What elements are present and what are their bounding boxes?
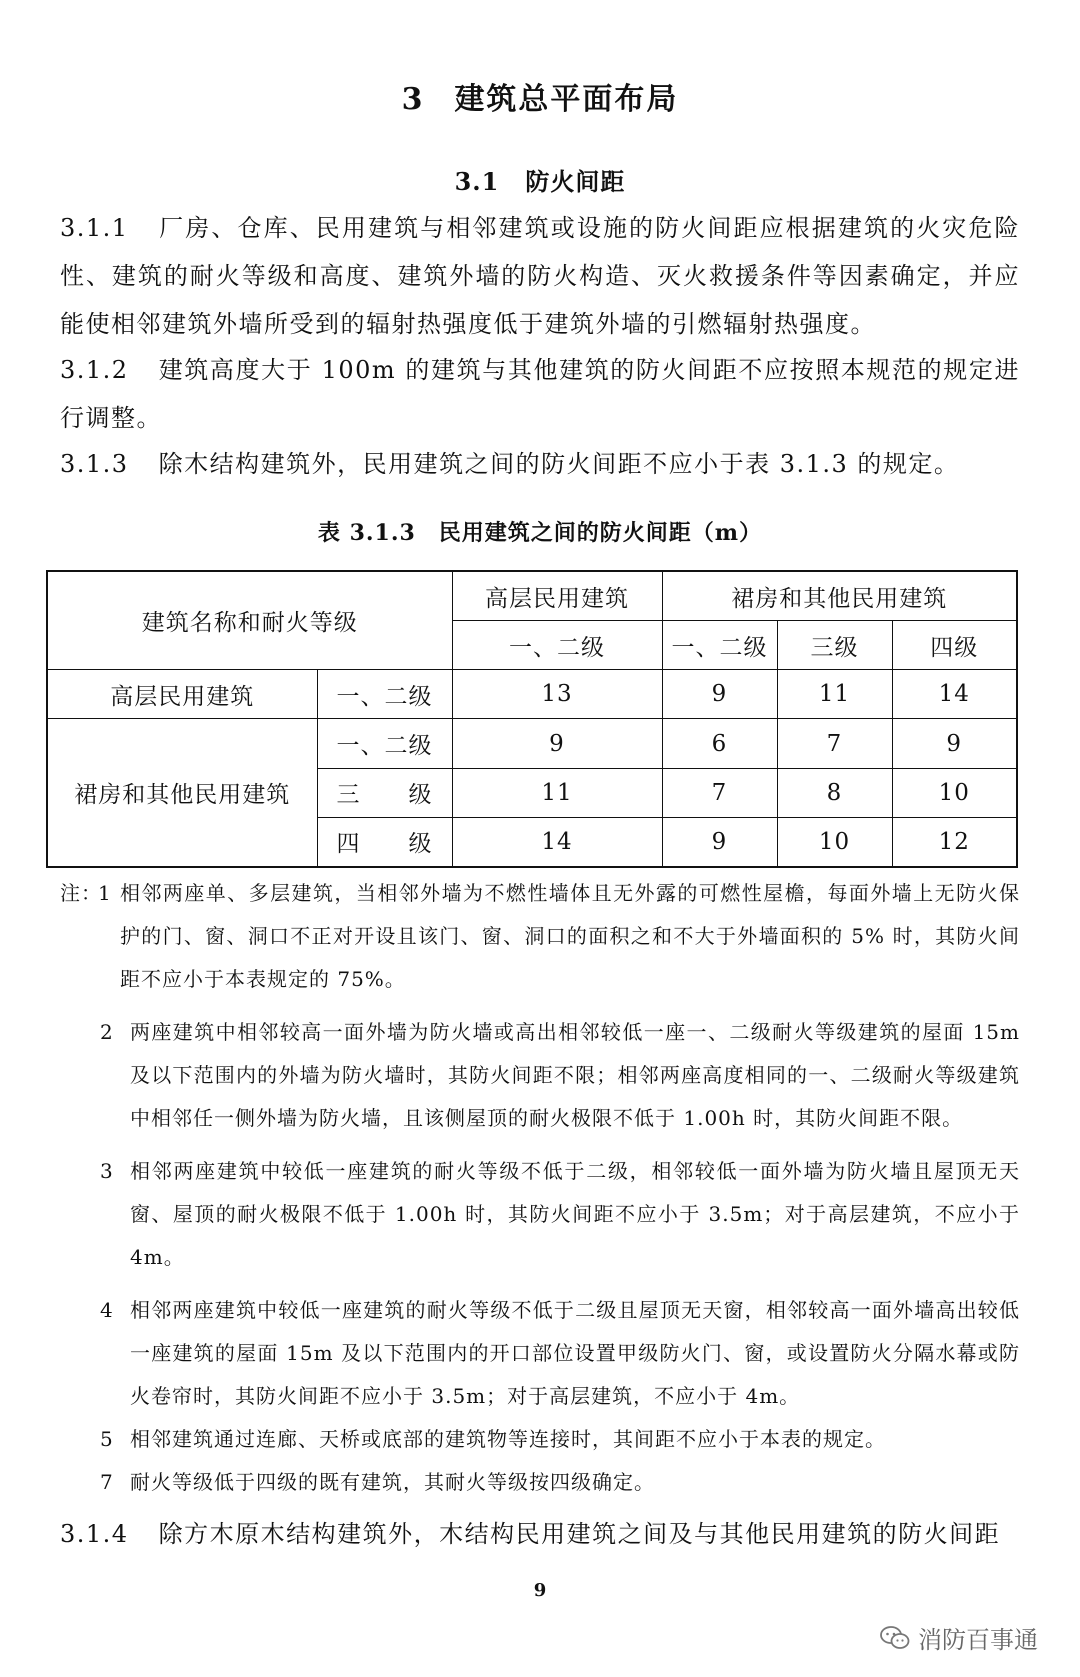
note-number: 1 <box>98 881 112 905</box>
notes-label: 注： <box>60 881 102 905</box>
clause-text: 除方木原木结构建筑外，木结构民用建筑之间及与其他民用建筑的防火间距 <box>158 1520 1001 1548</box>
table-cell: 9 <box>452 719 662 768</box>
table-cell: 9 <box>892 719 1017 768</box>
note-item <box>60 1461 1020 1504</box>
table-cell: 7 <box>777 719 892 768</box>
clause-3-1-3 <box>60 440 1020 488</box>
table-cell: 11 <box>777 670 892 719</box>
note-number: 3 <box>100 1159 114 1183</box>
page-number: 9 <box>533 1580 547 1601</box>
note-number: 7 <box>100 1470 114 1494</box>
row-grade: 三 级 <box>317 768 452 817</box>
header-corner: 建筑名称和耐火等级 <box>47 571 452 670</box>
note-item <box>60 1011 1020 1140</box>
header-highrise-grade-1-2: 一、二级 <box>452 621 662 670</box>
table-cell: 9 <box>662 670 777 719</box>
table-cell: 13 <box>452 670 662 719</box>
note-item <box>60 872 1020 1001</box>
clause-text: 除木结构建筑外，民用建筑之间的防火间距不应小于表 3.1.3 的规定。 <box>158 450 960 478</box>
header-podium-grade-3: 三级 <box>777 621 892 670</box>
row-group-podium: 裙房和其他民用建筑 <box>47 719 317 867</box>
table-cell: 8 <box>777 768 892 817</box>
clause-number: 3.1.4 <box>60 1520 129 1548</box>
note-number: 5 <box>100 1427 114 1451</box>
clause-number: 3.1.1 <box>60 214 129 242</box>
header-podium-grade-1-2: 一、二级 <box>662 621 777 670</box>
table-row <box>47 719 1017 768</box>
note-text: 耐火等级低于四级的既有建筑，其耐火等级按四级确定。 <box>130 1470 655 1494</box>
clause-3-1-4 <box>60 1510 1020 1558</box>
note-number: 2 <box>100 1020 114 1044</box>
note-text: 相邻两座单、多层建筑，当相邻外墙为不燃性墙体且无外露的可燃性屋檐，每面外墙上无防火保护的门、窗、洞口不正对开设且该门、窗、洞口的面积之和不大于外墙面积的 5% 时，其防火间距不应小于本表规定的 75%。 <box>120 881 1020 991</box>
table-cell: 14 <box>892 670 1017 719</box>
table-cell: 11 <box>452 768 662 817</box>
clause-number: 3.1.3 <box>60 450 129 478</box>
note-item <box>60 1150 1020 1279</box>
section-number: 3.1 <box>454 167 500 196</box>
table-row <box>47 670 1017 719</box>
row-grade: 一、二级 <box>317 719 452 768</box>
table-cell: 12 <box>892 817 1017 867</box>
clause-text: 建筑高度大于 100m 的建筑与其他建筑的防火间距不应按照本规范的规定进行调整。 <box>60 356 1020 432</box>
note-text: 相邻两座建筑中较低一座建筑的耐火等级不低于二级且屋顶无天窗，相邻较高一面外墙高出较低一座建筑的屋面 15m 及以下范围内的开口部位设置甲级防火门、窗，或设置防火分隔水幕或防火卷帘时，其防火间距不应小于 3.5m；对于高层建筑，不应小于 4m。 <box>130 1298 1020 1408</box>
chapter-title <box>0 74 1080 118</box>
fire-distance-table <box>46 570 1018 868</box>
table-caption: 表 3.1.3 民用建筑之间的防火间距（m） <box>317 520 763 546</box>
table-cell: 10 <box>892 768 1017 817</box>
clause-3-1-1 <box>60 204 1020 348</box>
table-cell: 14 <box>452 817 662 867</box>
watermark <box>880 1620 1038 1655</box>
row-grade: 一、二级 <box>317 670 452 719</box>
chapter-number: 3 <box>401 82 425 117</box>
row-grade: 四 级 <box>317 817 452 867</box>
table-cell: 9 <box>662 817 777 867</box>
watermark-text: 消防百事通 <box>918 1626 1038 1654</box>
note-item <box>60 1289 1020 1418</box>
header-group-highrise: 高层民用建筑 <box>452 571 662 621</box>
clause-number: 3.1.2 <box>60 356 129 384</box>
note-text: 相邻建筑通过连廊、天桥或底部的建筑物等连接时，其间距不应小于本表的规定。 <box>130 1427 886 1451</box>
table-cell: 10 <box>777 817 892 867</box>
clause-3-1-2 <box>60 346 1020 442</box>
clause-text: 厂房、仓库、民用建筑与相邻建筑或设施的防火间距应根据建筑的火灾危险性、建筑的耐火等级和高度、建筑外墙的防火构造、灭火救援条件等因素确定，并应能使相邻建筑外墙所受到的辐射热强度低于建筑外墙的引燃辐射热强度。 <box>60 214 1020 338</box>
header-podium-grade-4: 四级 <box>892 621 1017 670</box>
note-item <box>60 1418 1020 1461</box>
table-header-row <box>47 571 1017 621</box>
table-notes <box>60 872 1020 1504</box>
section-title <box>0 162 1080 197</box>
section-name: 防火间距 <box>525 167 626 196</box>
table-cell: 7 <box>662 768 777 817</box>
row-group-highrise: 高层民用建筑 <box>47 670 317 719</box>
note-text: 相邻两座建筑中较低一座建筑的耐火等级不低于二级，相邻较低一面外墙为防火墙且屋顶无天窗、屋顶的耐火极限不低于 1.00h 时，其防火间距不应小于 3.5m；对于高层建筑，不应小于 4m。 <box>130 1159 1020 1269</box>
note-number: 4 <box>100 1298 114 1322</box>
note-text: 两座建筑中相邻较高一面外墙为防火墙或高出相邻较低一座一、二级耐火等级建筑的屋面 15m 及以下范围内的外墙为防火墙时，其防火间距不限；相邻两座高度相同的一、二级耐火等级建筑中相邻任一侧外墙为防火墙，且该侧屋顶的耐火极限不低于 1.00h 时，其防火间距不限。 <box>130 1020 1020 1130</box>
wechat-icon <box>880 1625 910 1651</box>
table-cell: 6 <box>662 719 777 768</box>
header-group-podium: 裙房和其他民用建筑 <box>662 571 1017 621</box>
chapter-name: 建筑总平面布局 <box>454 82 679 117</box>
